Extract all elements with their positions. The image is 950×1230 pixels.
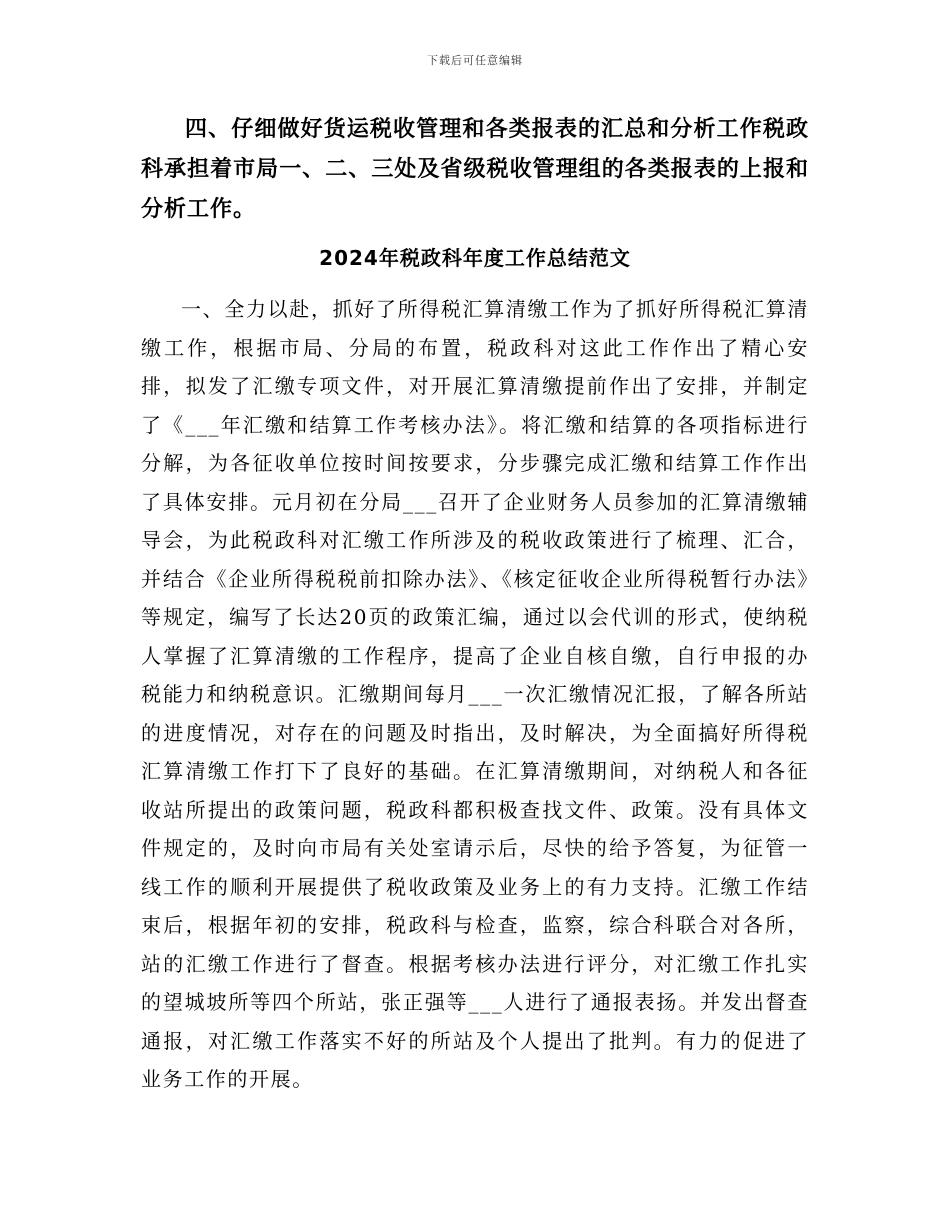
document-title: 2024年税政科年度工作总结范文 [319,246,631,270]
paragraph-one: 一、全力以赴，抓好了所得税汇算清缴工作为了抓好所得税汇算清缴工作，根据市局、分局的布置，税政科对这此工作作出了精心安排，拟发了汇缴专项文件，对开展汇算清缴提前作出了安排，并制定了《___年汇缴和结算工作考核办法》。将汇缴和结算的各项指标进行分解，为各征收单位按时间按要求，分步骤完成汇缴和结算工作作出了具体安排。元月初在分局___召开了企业财务人员参加的汇算清缴辅导会，为此税政科对汇缴工作所涉及的税收政策进行了梳理、汇合，并结合《企业所得税税前扣除办法》、《核定征收企业所得税暂行办法》等规定，编写了长达20页的政策汇编，通过以会代训的形式，使纳税人掌握了汇算清缴的工作程序，提高了企业自核自缴，自行申报的办税能力和纳税意识。汇缴期间每月___一次汇缴情况汇报，了解各所站的进度情况，对存在的问题及时指出，及时解决，为全面搞好所得税汇算清缴工作打下了良好的基础。在汇算清缴期间，对纳税人和各征收站所提出的政策问题，税政科都积极查找文件、政策。没有具体文件规定的，及时向市局有关处室请示后，尽快的给予答复，为征管一线工作的顺利开展提供了税收政策及业务上的有力支持。汇缴工作结束后，根据年初的安排，税政科与检查，监察，综合科联合对各所，站的汇缴工作进行了督查。根据考核办法进行评分，对汇缴工作扎实的望城坡所等四个所站，张正强等___人进行了通报表扬。并发出督查通报，对汇缴工作落实不好的所站及个人提出了批判。有力的促进了业务工作的开展。 [141,297,809,1091]
document-body [141,110,809,1099]
section-four-paragraph: 四、仔细做好货运税收管理和各类报表的汇总和分析工作税政科承担着市局一、二、三处及省级税收管理组的各类报表的上报和分析工作。 [141,117,809,222]
header-note: 下载后可任意编辑 [427,54,523,67]
